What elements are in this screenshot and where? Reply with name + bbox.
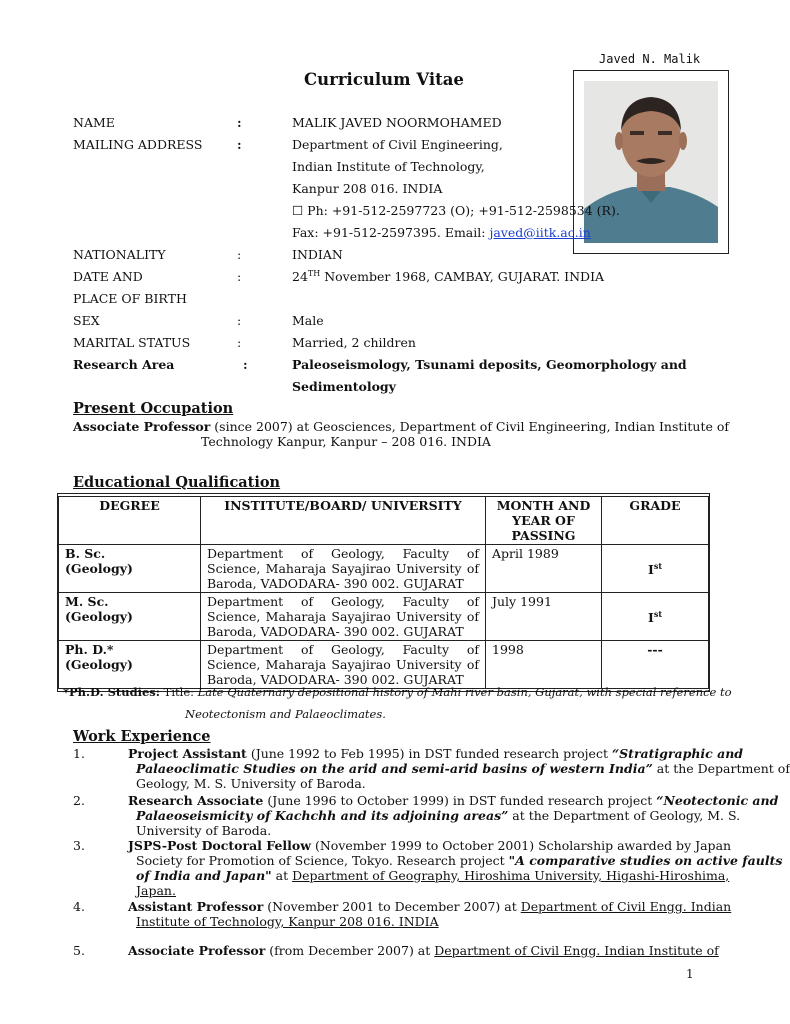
colon: : [237, 247, 242, 262]
present-occupation-text [73, 419, 730, 434]
degree: B. Sc. [65, 546, 106, 561]
work-text: (November 1999 to October 2001) Scholarship awarded by Japan [311, 838, 732, 853]
date-cell: 1998 [486, 641, 602, 689]
work-item-number: 1. [73, 746, 85, 761]
grade-sup: st [653, 609, 663, 620]
colon: : [237, 335, 242, 350]
column-header: INSTITUTE/BOARD/ UNIVERSITY [201, 497, 486, 545]
occupation-text: (since 2007) at Geosciences, Department of Civil Engineering, Indian Institute of [210, 419, 730, 434]
degree-cell [59, 545, 201, 593]
phd-note-text: Late Quaternary depositional history of Mahi river basin, Gujarat, with special reference to [197, 685, 732, 699]
subject: (Geology) [65, 609, 133, 624]
work-role: Research Associate [128, 793, 264, 808]
phd-note-label: *Ph.D. Studies: [63, 685, 161, 699]
page-number: 1 [686, 967, 694, 981]
work-institution: Japan. [136, 883, 176, 898]
column-header: GRADE [602, 497, 709, 545]
institute-cell: Department of Geology, Faculty of Science, Maharaja Sayajirao University of Baroda, VADODARA- 390 002. GUJARAT [201, 545, 486, 593]
subject: (Geology) [65, 657, 133, 672]
name-label: NAME [73, 115, 115, 130]
work-text: at the Department of [652, 761, 790, 776]
education-table [57, 493, 710, 692]
work-institution: Institute of Technology, Kanpur 208 016. INDIA [136, 914, 439, 929]
work-item-number: 3. [73, 838, 85, 853]
phd-note [63, 685, 732, 699]
work-item-number: 2. [73, 793, 85, 808]
colon: : [243, 357, 248, 372]
research-value-2: Sedimentology [292, 379, 396, 394]
dob-label-2: PLACE OF BIRTH [73, 291, 187, 306]
work-institution: Department of Civil Engg. Indian [520, 899, 732, 914]
work-institution: Department of Civil Engg. Indian Institute of [434, 943, 719, 958]
colon: : [237, 313, 242, 328]
research-value: Paleoseismology, Tsunami deposits, Geomorphology and [292, 357, 687, 372]
address-line: Kanpur 208 016. INDIA [292, 181, 443, 196]
grade: --- [647, 642, 663, 657]
portrait-photo [573, 70, 729, 254]
work-text: at the Department of Geology, M. S. [508, 808, 741, 823]
address-line: Indian Institute of Technology, [292, 159, 485, 174]
work-project: Palaeoclimatic Studies on the arid and semi-arid basins of western India” [136, 761, 653, 776]
date-cell: April 1989 [486, 545, 602, 593]
work-item-number: 5. [73, 943, 85, 958]
fax-email-line [292, 225, 591, 240]
address-label: MAILING ADDRESS [73, 137, 203, 152]
phd-note-title: Title: [160, 685, 198, 699]
work-heading: Work Experience [73, 728, 211, 745]
work-role: JSPS-Post Doctoral Fellow [128, 838, 312, 853]
colon: : [237, 137, 242, 152]
institute-cell: Department of Geology, Faculty of Science, Maharaja Sayajirao University of Baroda, VADODARA- 390 002. GUJARAT [201, 641, 486, 689]
email-link[interactable]: javed@iitk.ac.in [489, 225, 591, 240]
work-project: "A comparative studies on active faults [508, 853, 783, 868]
occupation-role: Associate Professor [73, 419, 211, 434]
work-project: “Stratigraphic and [611, 746, 744, 761]
dob-rest: November 1968, CAMBAY, GUJARAT. INDIA [320, 269, 605, 285]
degree: Ph. D.* [65, 642, 114, 657]
nationality-label: NATIONALITY [73, 247, 166, 262]
work-text: Geology, M. S. University of Baroda. [136, 776, 366, 791]
fax-text: Fax: +91-512-2597395. Email: [292, 225, 490, 240]
work-role: Associate Professor [128, 943, 266, 958]
sex-value: Male [292, 313, 324, 328]
grade-cell [602, 641, 709, 689]
research-label: Research Area [73, 357, 175, 372]
name-value: MALIK JAVED NOORMOHAMED [292, 115, 502, 130]
grade: I [647, 562, 654, 578]
work-project: Palaeoseismicity of Kachchh and its adjoining areas” [136, 808, 509, 823]
table-header-row [59, 497, 709, 545]
grade: I [647, 610, 654, 626]
grade-cell [602, 545, 709, 593]
dob-label: DATE AND [73, 269, 143, 284]
table-row [59, 641, 709, 689]
degree-cell [59, 593, 201, 641]
date-cell: July 1991 [486, 593, 602, 641]
dob-day: 24 [292, 269, 308, 285]
work-project: “Neotectonic and [656, 793, 779, 808]
work-item-number: 4. [73, 899, 85, 914]
education-heading: Educational Qualification [73, 474, 281, 491]
colon: : [237, 269, 242, 284]
present-occupation-text-2: Technology Kanpur, Kanpur – 208 016. INDIA [201, 434, 491, 449]
degree: M. Sc. [65, 594, 109, 609]
title-text: Curriculum Vitae [304, 70, 464, 89]
portrait-photo-icon [584, 81, 718, 243]
dob-sup: TH [307, 269, 321, 278]
work-text: Society for Promotion of Science, Tokyo. Research project [136, 853, 509, 868]
phone-line: ☐ Ph: +91-512-2597723 (O); +91-512-2598534 (R). [292, 203, 620, 218]
colon: : [237, 115, 242, 130]
work-role: Project Assistant [128, 746, 247, 761]
header-name: Javed N. Malik [599, 52, 701, 66]
present-occupation-heading: Present Occupation [73, 400, 234, 417]
work-project: of India and Japan" [136, 868, 272, 883]
grade-sup: st [653, 561, 663, 572]
grade-cell [602, 593, 709, 641]
work-text: (June 1996 to October 1999) in DST funded research project [263, 793, 657, 808]
column-header: MONTH AND YEAR OF PASSING [486, 497, 602, 545]
institute-cell: Department of Geology, Faculty of Science, Maharaja Sayajirao University of Baroda, VADODARA- 390 002. GUJARAT [201, 593, 486, 641]
sex-label: SEX [73, 313, 100, 328]
degree-cell [59, 641, 201, 689]
address-line: Department of Civil Engineering, [292, 137, 503, 152]
marital-label: MARITAL STATUS [73, 335, 191, 350]
work-text: (June 1992 to Feb 1995) in DST funded research project [246, 746, 612, 761]
work-text: (November 2001 to December 2007) at [263, 899, 521, 914]
work-institution: Department of Geography, Hiroshima University, Higashi-Hiroshima, [292, 868, 730, 883]
work-text: (from December 2007) at [265, 943, 435, 958]
work-text: University of Baroda. [136, 823, 272, 838]
phd-note-text-2: Neotectonism and Palaeoclimates. [185, 707, 386, 721]
column-header: DEGREE [59, 497, 201, 545]
subject: (Geology) [65, 561, 133, 576]
marital-value: Married, 2 children [292, 335, 416, 350]
table-row [59, 593, 709, 641]
work-text: at [271, 868, 293, 883]
dob-value [292, 269, 604, 284]
work-role: Assistant Professor [128, 899, 264, 914]
table-row [59, 545, 709, 593]
nationality-value: INDIAN [292, 247, 343, 262]
